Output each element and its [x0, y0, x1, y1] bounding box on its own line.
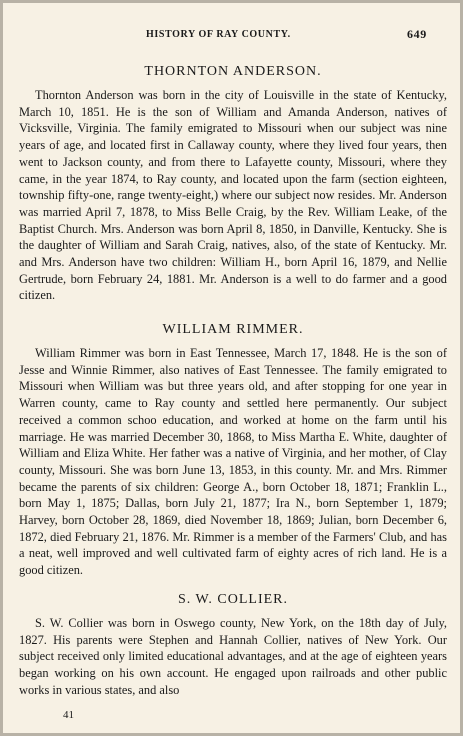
page-header — [3, 29, 460, 43]
section-sw-collier — [19, 591, 447, 699]
section-title: THORNTON ANDERSON. — [144, 64, 322, 79]
signature-mark: 41 — [63, 709, 74, 721]
page-number: 649 — [407, 27, 427, 41]
section-william-rimmer — [19, 321, 447, 579]
section-body: S. W. Collier was born in Oswego county, New York, on the 18th day of July, 1827. His parents were Stephen and Hannah Collier, natives of New York. Our subject received only limited educational advantages, and at the age of eighteen years began working on his own account. He engaged upon railroads and other public works in various states, and also — [19, 616, 447, 697]
section-title: S. W. COLLIER. — [177, 592, 289, 607]
section-thornton-anderson — [19, 63, 447, 304]
section-body: Thornton Anderson was born in the city of Louisville in the state of Kentucky, March 10, 1851. He is the son of William and Amanda Anderson, natives of Vicksville, Virginia. The family emigrated to Missouri when our subject was nine years of age, and located first in Callaway county, where they lived four years, then went to Jackson county, and from there to Lafayette county, Missouri, where they came, in the year 1874, to Ray county, and located upon the farm (section eighteen, township fifty-one, range twenty-eight,) where our subject now resides. Mr. Anderson was married April 7, 1878, to Miss Belle Craig, by the Rev. William Leake, of the Baptist Church. Mrs. Anderson was born April 8, 1850, in Danville, Kentucky. She is the daughter of William and Sarah Craig, natives, also, of the state of Kentucky. Mr. and Mrs. Anderson have two children: William H., born April 16, 1879, and Nellie Gertrude, born February 24, 1881. Mr. Anderson is a well to do farmer and a good citizen. — [19, 88, 447, 303]
section-title: WILLIAM RIMMER. — [162, 322, 304, 337]
running-title: HISTORY OF RAY COUNTY. — [146, 29, 291, 40]
book-page — [3, 3, 460, 733]
section-body: William Rimmer was born in East Tennessee, March 17, 1848. He is the son of Jesse and Winnie Rimmer, also natives of East Tennessee. The family emigrated to Missouri when William was but three years old, and after stopping for one year in Warren county, came to Ray county and settled here permanently. Our subject received a common schoo education, and worked at home on the farm until his marriage. He was married December 30, 1868, to Miss Martha E. White, daughter of William and Eliza White. Her father was a native of Virginia, and her mother, of Clay county, Missouri. She was born June 13, 1853, in this county. Mr. and Mrs. Rimmer became the parents of six children: George A., born October 18, 1871; Franklin L., born May 1, 1875; Dallas, born July 21, 1877; Ira N., born September 1, 1879; Harvey, born October 28, 1869, died November 18, 1869; Julian, born December 6, 1872, died February 21, 1876. Mr. Rimmer is a member of the Farmers' Club, and has a neat, well improved and well cultivated farm of eighty acres of rich land. He is a good citizen. — [19, 346, 447, 578]
